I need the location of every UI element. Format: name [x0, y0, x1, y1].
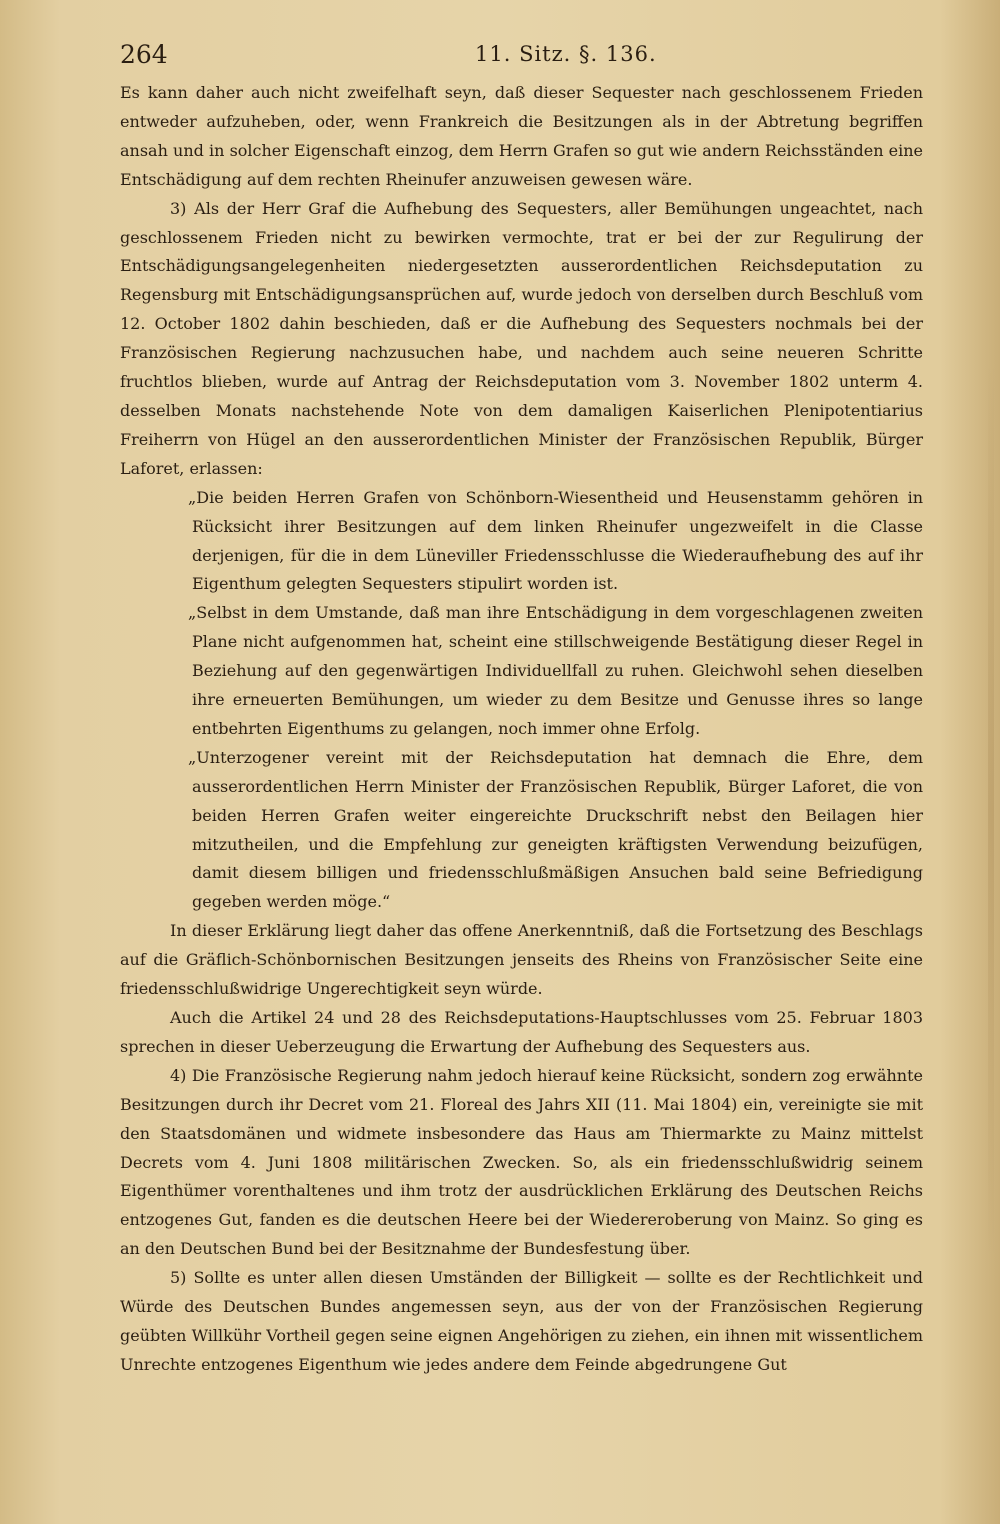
paragraph: 4) Die Französische Regierung nahm jedoch hierauf keine Rücksicht, sondern zog erwähnte Besitzungen durch ihr Decret vom 21. Floreal des Jahrs XII (11. Mai 1804) ein, vereinigte sie mit den Staatsdomänen und widmete insbesondere das Haus am Thiermarkte zu Mainz mittelst Decrets vom 4. Juni 1808 militärischen Zwecken. So, als ein friedensschlußwidrig seinem Eigenthümer vorenthaltenes und ihm trotz der ausdrücklichen Erklärung des Deutschen Reichs entzogenes Gut, fanden es die deutschen Heere bei der Wiedereroberung von Mainz. So ging es an den Deutschen Bund bei der Besitznahme der Bundesfestung über. — [120, 1065, 923, 1259]
page-header — [120, 40, 920, 80]
page-number: 264 — [120, 40, 168, 69]
paragraph: 3) Als der Herr Graf die Aufhebung des Sequesters, aller Bemühungen ungeachtet, nach geschlossenem Frieden nicht zu bewirken vermochte, trat er bei der zur Regulirung der Entschädigungsangelegenheiten niedergesetzten ausserordentlichen Reichsdeputation zu Regensburg mit Entschädigungsansprüchen auf, wurde jedoch von derselben durch Beschluß vom 12. October 1802 dahin beschieden, daß er die Aufhebung des Sequesters nochmals bei der Französischen Regierung nachzusuchen habe, und nachdem auch seine neueren Schritte fruchtlos blieben, wurde auf Antrag der Reichsdeputation vom 3. November 1802 unterm 4. desselben Monats nachstehende Note von dem damaligen Kaiserlichen Plenipotentiarius Freiherrn von Hügel an den ausserordentlichen Minister der Französischen Republik, Bürger Laforet, erlassen: — [120, 198, 923, 478]
running-head: 11. Sitz. §. 136. — [475, 42, 657, 66]
paragraph: Auch die Artikel 24 und 28 des Reichsdeputations-Hauptschlusses vom 25. Februar 1803 sprechen in dieser Ueberzeugung die Erwartung der Aufhebung des Sequesters aus. — [120, 1008, 923, 1056]
paragraph: Es kann daher auch nicht zweifelhaft seyn, daß dieser Sequester nach geschlossenem Frieden entweder aufzuheben, oder, wenn Frankreich die Besitzungen als in der Abtretung begriffen ansah und in solcher Eigenschaft einzog, dem Herrn Grafen so gut wie andern Reichsständen eine Entschädigung auf dem rechten Rheinufer anzuweisen gewesen wäre. — [120, 83, 923, 189]
paragraph: In dieser Erklärung liegt daher das offene Anerkenntniß, daß die Fortsetzung des Beschlags auf die Gräflich-Schönbornischen Besitzungen jenseits des Rheins von Französischer Seite eine friedensschlußwidrige Ungerechtigkeit seyn würde. — [120, 921, 923, 999]
quote-paragraph: „Die beiden Herren Grafen von Schönborn-Wiesentheid und Heusenstamm gehören in Rücksicht ihrer Besitzungen auf dem linken Rheinufer ungezweifelt in die Classe derjenigen, für die in dem Lüneviller Friedensschlusse die Wiederaufhebung des auf ihr Eigenthum gelegten Sequesters stipulirt worden ist. — [188, 487, 923, 594]
quote-paragraph: „Selbst in dem Umstande, daß man ihre Entschädigung in dem vorgeschlagenen zweiten Plane nicht aufgenommen hat, scheint eine stillschweigende Bestätigung dieser Regel in Beziehung auf den gegenwärtigen Individuellfall zu ruhen. Gleichwohl sehen dieselben ihre erneuerten Bemühungen, um wieder zu dem Besitze und Genusse ihres so lange entbehrten Eigenthums zu gelangen, noch immer ohne Erfolg. — [188, 603, 923, 738]
paragraph: 5) Sollte es unter allen diesen Umständen der Billigkeit — sollte es der Rechtlichkeit und Würde des Deutschen Bundes angemessen seyn, aus der von der Französischen Regierung geübten Willkühr Vortheil gegen seine eignen Angehörigen zu ziehen, ein ihnen mit wissentlichem Unrechte entzogenes Eigenthum wie jedes andere dem Feinde abgedrungene Gut — [120, 1268, 923, 1374]
quote-paragraph: „Unterzogener vereint mit der Reichsdeputation hat demnach die Ehre, dem ausserordentlichen Herrn Minister der Französischen Republik, Bürger Laforet, die von beiden Herren Grafen weiter eingereichte Druckschrift nebst den Beilagen hier mitzutheilen, und die Empfehlung zur geneigten kräftigsten Verwendung beizufügen, damit diesem billigen und friedensschlußmäßigen Ansuchen bald seine Befriedigung gegeben werden möge.“ — [188, 747, 923, 912]
page-edge-stain — [988, 360, 994, 1260]
body-text — [120, 79, 923, 1380]
